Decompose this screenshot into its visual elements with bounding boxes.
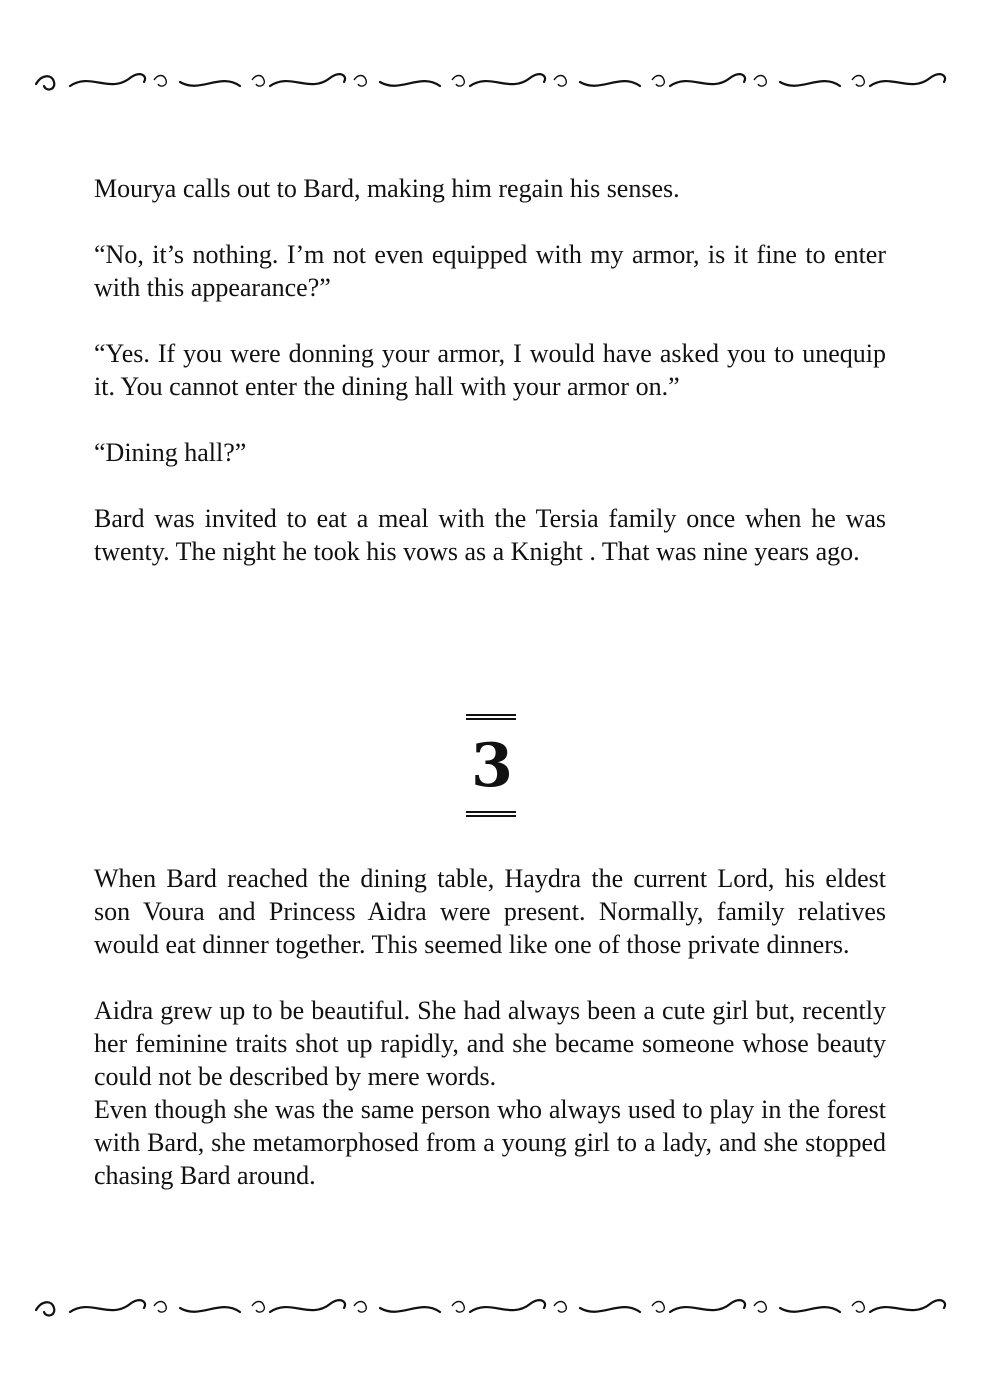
paragraph: “Dining hall?” (94, 438, 247, 467)
chapter-number: 3 (471, 731, 513, 801)
double-rule-bottom (466, 811, 516, 817)
paragraph: Bard was invited to eat a meal with the Tersia family once when he was twenty. The night he took his vows as a Knight . That was nine years ago. (94, 504, 886, 566)
chapter-divider (0, 712, 984, 824)
ornament-swirl-icon (30, 64, 954, 108)
bottom-ornamental-border (30, 1290, 954, 1334)
paragraph: Mourya calls out to Bard, making him regain his senses. (94, 174, 680, 203)
paragraph: “Yes. If you were donning your armor, I would have asked you to unequip it. You cannot enter the dining hall with your armor on.” (94, 339, 886, 401)
paragraph: “No, it’s nothing. I’m not even equipped with my armor, is it fine to enter with this appearance?” (94, 240, 886, 302)
ornament-swirl-icon (30, 1290, 954, 1334)
double-rule-top (466, 714, 516, 720)
paragraph: Even though she was the same person who always used to play in the forest with Bard, she metamorphosed from a young girl to a lady, and she stopped chasing Bard around. (94, 1095, 886, 1190)
text-section-after (94, 862, 886, 1192)
text-section-before (94, 172, 886, 568)
paragraph: When Bard reached the dining table, Haydra the current Lord, his eldest son Voura and Princess Aidra were present. Normally, family relatives would eat dinner together. This seemed like one of those private dinners. (94, 864, 886, 959)
top-ornamental-border (30, 64, 954, 108)
paragraph: Aidra grew up to be beautiful. She had always been a cute girl but, recently her feminine traits shot up rapidly, and she became someone whose beauty could not be described by mere words. (94, 996, 886, 1091)
